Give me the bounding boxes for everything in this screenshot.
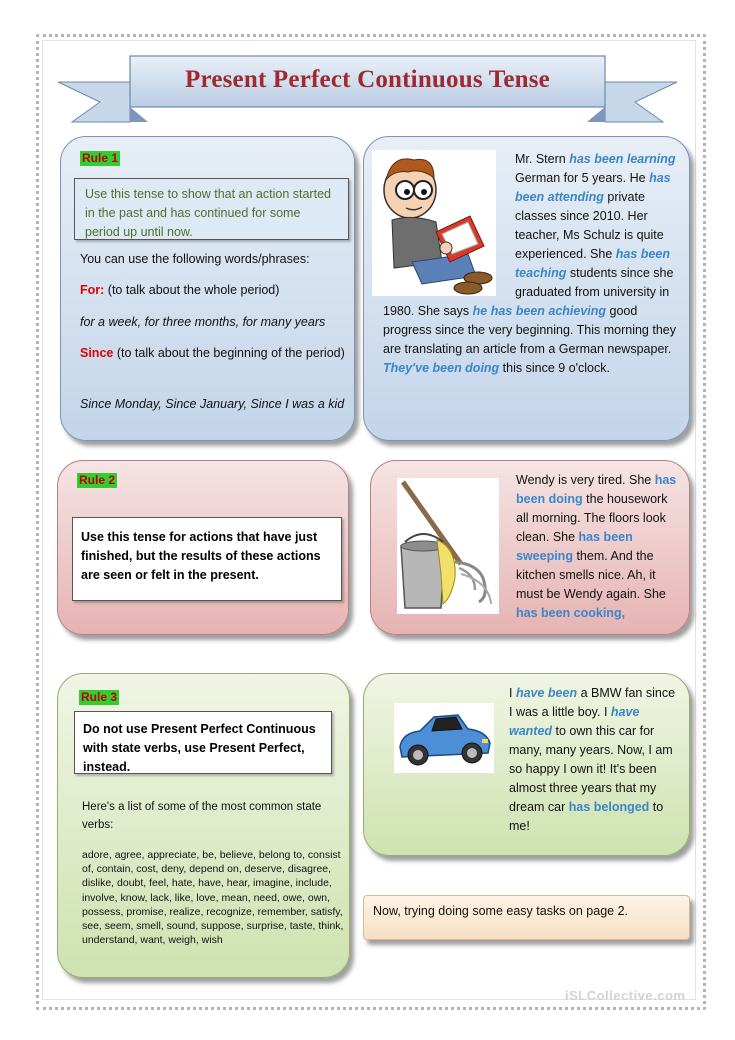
rule1-label: Rule 1 xyxy=(82,151,119,165)
story2-verb1: has been doing xyxy=(516,473,677,506)
story1-verb4: he has been achieving xyxy=(472,304,607,318)
story1-text xyxy=(383,150,678,378)
mop-bucket-illustration xyxy=(397,478,499,614)
rule3-label: Rule 3 xyxy=(81,690,118,704)
state-verbs-list: adore, agree, appreciate, be, believe, belong to, consist of, contain, cost, deny, depend on, deserve, disagree, dislike, doubt, feel, hate, have, hear, imagine, include, involve, know, lack, like, love, mean, need, owe, own, possess, promise, realize, recognize, remember, satisfy, see, seem, smell, sound, suppose, surprise, taste, think, understand, want, weigh, wish xyxy=(82,849,344,947)
rule1-since-line xyxy=(80,344,345,363)
story1-image-spacer xyxy=(383,150,515,290)
story2-text xyxy=(516,471,678,623)
for-keyword: For: xyxy=(80,283,105,297)
story2-seg1: Wendy is very tired. She xyxy=(516,473,655,487)
story1-seg1: Mr. Stern xyxy=(515,152,570,166)
rule3-intro: Here's a list of some of the most common state verbs: xyxy=(82,801,322,831)
story2-verb3: has been cooking, xyxy=(516,606,626,620)
story3-verb1: have been xyxy=(515,686,578,700)
watermark: iSLCollective.com xyxy=(565,988,686,1003)
story1-seg4: students since she graduated from university in 1980. She says xyxy=(383,266,674,318)
story3-seg3: to own this car for many, many years. Now, I am so happy I own it! It's been almost three years that my dream car xyxy=(509,724,673,814)
story3-seg4: to me! xyxy=(509,800,664,833)
story1-seg5: good progress since the very beginning. This morning they are translating an article from a German newspaper. xyxy=(383,304,676,356)
rule3-note: Do not use Present Perfect Continuous with state verbs, use Present Perfect, instead. xyxy=(74,711,332,774)
story3-verb2: have wanted xyxy=(509,705,640,738)
page-title: Present Perfect Continuous Tense xyxy=(185,66,550,93)
story1-seg2: German for 5 years. He xyxy=(515,171,650,185)
story1-verb3: has been teaching xyxy=(515,247,670,280)
story1-verb1: has been learning xyxy=(569,152,676,166)
rule1-note: Use this tense to show that an action started in the past and has continued for some period up until now. xyxy=(74,178,349,240)
story1-verb2: has been attending xyxy=(515,171,671,204)
since-examples: Since Monday, Since January, Since I was a kid xyxy=(80,397,345,411)
rule2-label: Rule 2 xyxy=(79,473,116,487)
task-text: Now, trying doing some easy tasks on page 2. xyxy=(373,904,629,918)
story1-seg6: this since 9 o'clock. xyxy=(499,361,610,375)
for-examples: for a week, for three months, for many years xyxy=(80,315,326,329)
story3-text xyxy=(509,684,679,836)
rule1-for-line xyxy=(80,281,345,300)
since-description: (to talk about the beginning of the period) xyxy=(113,346,345,360)
story2-seg3: them. And the kitchen smells nice. Ah, it must be Wendy again. She xyxy=(516,549,666,601)
story1-verb5: They've been doing xyxy=(383,361,500,375)
rule2-note: Use this tense for actions that have just finished, but the results of these actions are seen or felt in the present. xyxy=(72,517,342,601)
story3-verb3: has belonged xyxy=(568,800,650,814)
story3-seg2: a BMW fan since I was a little boy. I xyxy=(509,686,676,719)
rule1-intro: You can use the following words/phrases: xyxy=(80,252,310,266)
for-description: (to talk about the whole period) xyxy=(104,283,280,297)
since-keyword: Since xyxy=(80,346,114,360)
story2-verb2: has been sweeping xyxy=(516,530,633,563)
story2-seg2: the housework all morning. The floors look clean. She xyxy=(516,492,668,544)
story1-seg3: private classes since 2010. Her teacher, Ms Schulz is quite experienced. She xyxy=(515,190,664,261)
story3-seg1: I xyxy=(509,686,516,700)
car-illustration xyxy=(394,703,494,773)
